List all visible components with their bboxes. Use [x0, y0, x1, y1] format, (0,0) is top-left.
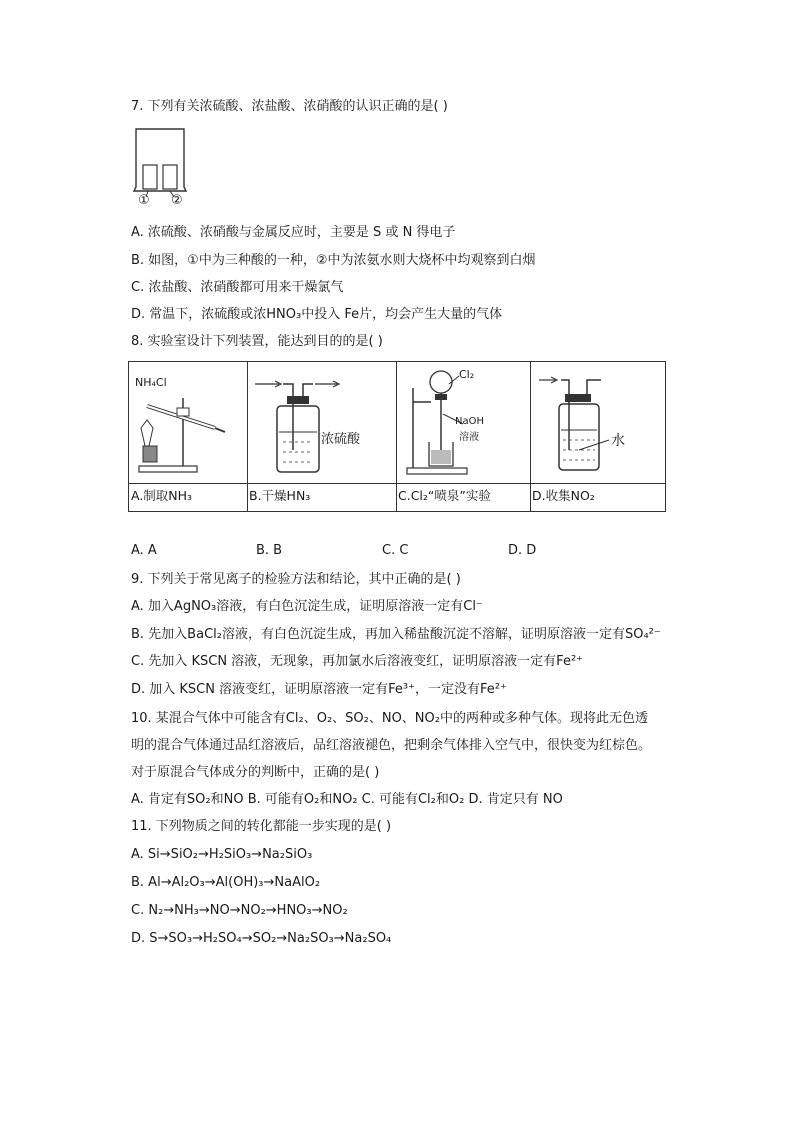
q8-answer-c: C. C	[382, 543, 409, 558]
apparatus-d-label: D.收集NO₂	[532, 488, 595, 503]
apparatus-d-fig-text: 水	[611, 433, 625, 449]
apparatus-b-fig-text: 浓硫酸	[321, 432, 361, 447]
q10-options: A. 肯定有SO₂和NO B. 可能有O₂和NO₂ C. 可能有Cl₂和O₂ D. 肯定只有 NO	[131, 792, 563, 807]
apparatus-c-fig-text-2: NaOH	[455, 416, 484, 427]
q10-line-3: 对于原混合气体成分的判断中，正确的是( )	[131, 765, 380, 780]
q7-fig-label-1: ①	[138, 193, 150, 208]
apparatus-c-fig-text: Cl₂	[459, 368, 475, 381]
apparatus-c-fig-text-3: 溶液	[459, 432, 479, 443]
q11-option-a: A. Si→SiO₂→H₂SiO₃→Na₂SiO₃	[131, 847, 313, 862]
apparatus-d-figure	[533, 370, 663, 480]
q11-stem: 11. 下列物质之间的转化都能一步实现的是( )	[131, 819, 392, 834]
q9-option-b: B. 先加入BaCl₂溶液，有白色沉淀生成，再加入稀盐酸沉淀不溶解，证明原溶液一定有SO₄²⁻	[131, 627, 661, 642]
q7-fig-label-2: ②	[171, 193, 183, 208]
q8-stem: 8. 实验室设计下列装置，能达到目的的是( )	[131, 334, 383, 349]
q8-answer-d: D. D	[508, 543, 537, 558]
apparatus-b-figure	[253, 372, 393, 480]
q10-line-1: 10. 某混合气体中可能含有Cl₂、O₂、SO₂、NO、NO₂中的两种或多种气体。现将此无色透	[131, 711, 648, 726]
q10-line-2: 明的混合气体通过品红溶液后，品红溶液褪色，把剩余气体排入空气中，很快变为红棕色。	[131, 738, 652, 753]
q11-option-d: D. S→SO₃→H₂SO₄→SO₂→Na₂SO₃→Na₂SO₄	[131, 931, 392, 946]
q7-option-b: B. 如图，①中为三种酸的一种，②中为浓氨水则大烧杯中均观察到白烟	[131, 253, 536, 268]
q8-answer-a: A. A	[131, 543, 157, 558]
q11-option-c: C. N₂→NH₃→NO→NO₂→HNO₃→NO₂	[131, 903, 348, 918]
q9-option-a: A. 加入AgNO₃溶液，有白色沉淀生成，证明原溶液一定有Cl⁻	[131, 599, 483, 614]
apparatus-b-label: B.干燥HN₃	[249, 488, 311, 503]
q7-option-c: C. 浓盐酸、浓硝酸都可用来干燥氯气	[131, 280, 344, 295]
q7-stem: 7. 下列有关浓硫酸、浓盐酸、浓硝酸的认识正确的是( )	[131, 99, 448, 114]
q9-option-d: D. 加入 KSCN 溶液变红，证明原溶液一定有Fe³⁺，一定没有Fe²⁺	[131, 682, 507, 697]
apparatus-a-label: A.制取NH₃	[131, 488, 193, 503]
q7-option-a: A. 浓硫酸、浓硝酸与金属反应时，主要是 S 或 N 得电子	[131, 225, 456, 240]
q9-option-c: C. 先加入 KSCN 溶液，无现象，再加氯水后溶液变红，证明原溶液一定有Fe²⁺	[131, 654, 584, 669]
apparatus-c-label: C.Cl₂“喷泉”实验	[398, 488, 491, 503]
q9-stem: 9. 下列关于常见离子的检验方法和结论，其中正确的是( )	[131, 572, 461, 587]
q8-answer-b: B. B	[256, 543, 283, 558]
q7-option-d: D. 常温下，浓硫酸或浓HNO₃中投入 Fe片，均会产生大量的气体	[131, 307, 503, 322]
q11-option-b: B. Al→Al₂O₃→Al(OH)₃→NaAlO₂	[131, 875, 321, 890]
apparatus-a-fig-text: NH₄Cl	[135, 376, 167, 389]
